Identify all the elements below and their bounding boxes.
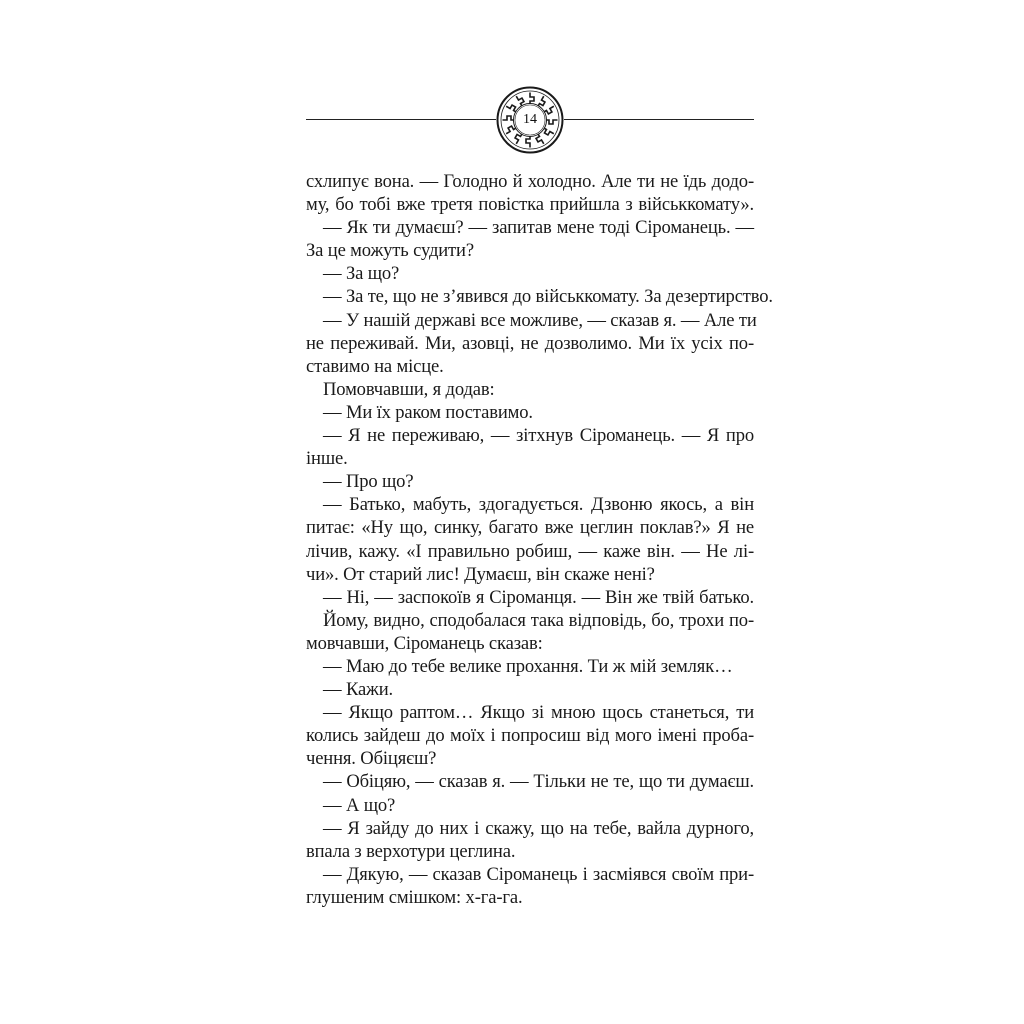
text-line: — Обіцяю, — сказав я. — Тільки не те, що ти думаєш. — [323, 771, 754, 793]
text-line: — Я зайду до них і скажу, що на тебе, вайла дурного, — [323, 817, 754, 839]
text-line: мовчавши, Сіроманець сказав: — [306, 632, 543, 654]
text-line: впала з верхотури цеглина. — [306, 840, 516, 862]
text-line: — Ми їх раком поставимо. — [323, 401, 533, 423]
page-header — [306, 86, 754, 154]
text-line: колись зайдеш до моїх і попросиш від мого імені проба- — [306, 725, 754, 747]
text-line: му, бо тобі вже третя повістка прийшла з військкомату». — [306, 194, 754, 216]
text-line: Йому, видно, сподобалася така відповідь, бо, трохи по- — [323, 609, 754, 631]
text-line: — Я не переживаю, — зітхнув Сіроманець. — Я про — [323, 425, 754, 447]
text-line: питає: «Ну що, синку, багато вже цеглин поклав?» Я не — [306, 517, 754, 539]
text-line: глушеним смішком: х-га-га. — [306, 886, 523, 908]
text-line: лічив, кажу. «І правильно робиш, — каже він. — Не лі- — [306, 540, 754, 562]
header-rule-left — [306, 119, 496, 120]
header-rule-right — [564, 119, 754, 120]
text-line: чи». От старий лис! Думаєш, він скаже нені? — [306, 563, 655, 585]
text-line: — У нашій державі все можливе, — сказав я. — Але ти — [323, 309, 757, 331]
body-text — [306, 170, 773, 909]
text-line: схлипує вона. — Голодно й холодно. Але ти не їдь додо- — [306, 171, 754, 192]
page-number: 14 — [523, 112, 537, 127]
text-line: чення. Обіцяєш? — [306, 748, 437, 770]
text-line: — Кажи. — [323, 679, 394, 701]
text-line: — Якщо раптом… Якщо зі мною щось станеться, ти — [323, 702, 754, 724]
text-line: не переживай. Ми, азовці, не дозволимо. Ми їх усіх по- — [306, 332, 754, 354]
text-line: — За що? — [323, 263, 400, 285]
text-line: ставимо на місце. — [306, 355, 444, 377]
text-line: — Ні, — заспокоїв я Сіроманця. — Він же твій батько. — [323, 586, 754, 608]
text-line: За це можуть судити? — [306, 240, 474, 262]
text-line: — Батько, мабуть, здогадується. Дзвоню якось, а він — [323, 494, 754, 516]
text-line: інше. — [306, 448, 348, 470]
text-line: — Маю до тебе велике прохання. Ти ж мій земляк… — [323, 655, 733, 677]
text-line: — Як ти думаєш? — запитав мене тоді Сіроманець. — — [323, 217, 754, 239]
text-line: — За те, що не з’явився до військкомату. За дезертирство. — [323, 286, 773, 308]
text-line: — А що? — [323, 794, 396, 816]
text-line: Помовчавши, я додав: — [323, 378, 495, 400]
text-line: — Про що? — [323, 471, 414, 493]
circular-ornament-icon — [496, 86, 564, 154]
text-line: — Дякую, — сказав Сіроманець і засміявся своїм при- — [323, 863, 754, 885]
